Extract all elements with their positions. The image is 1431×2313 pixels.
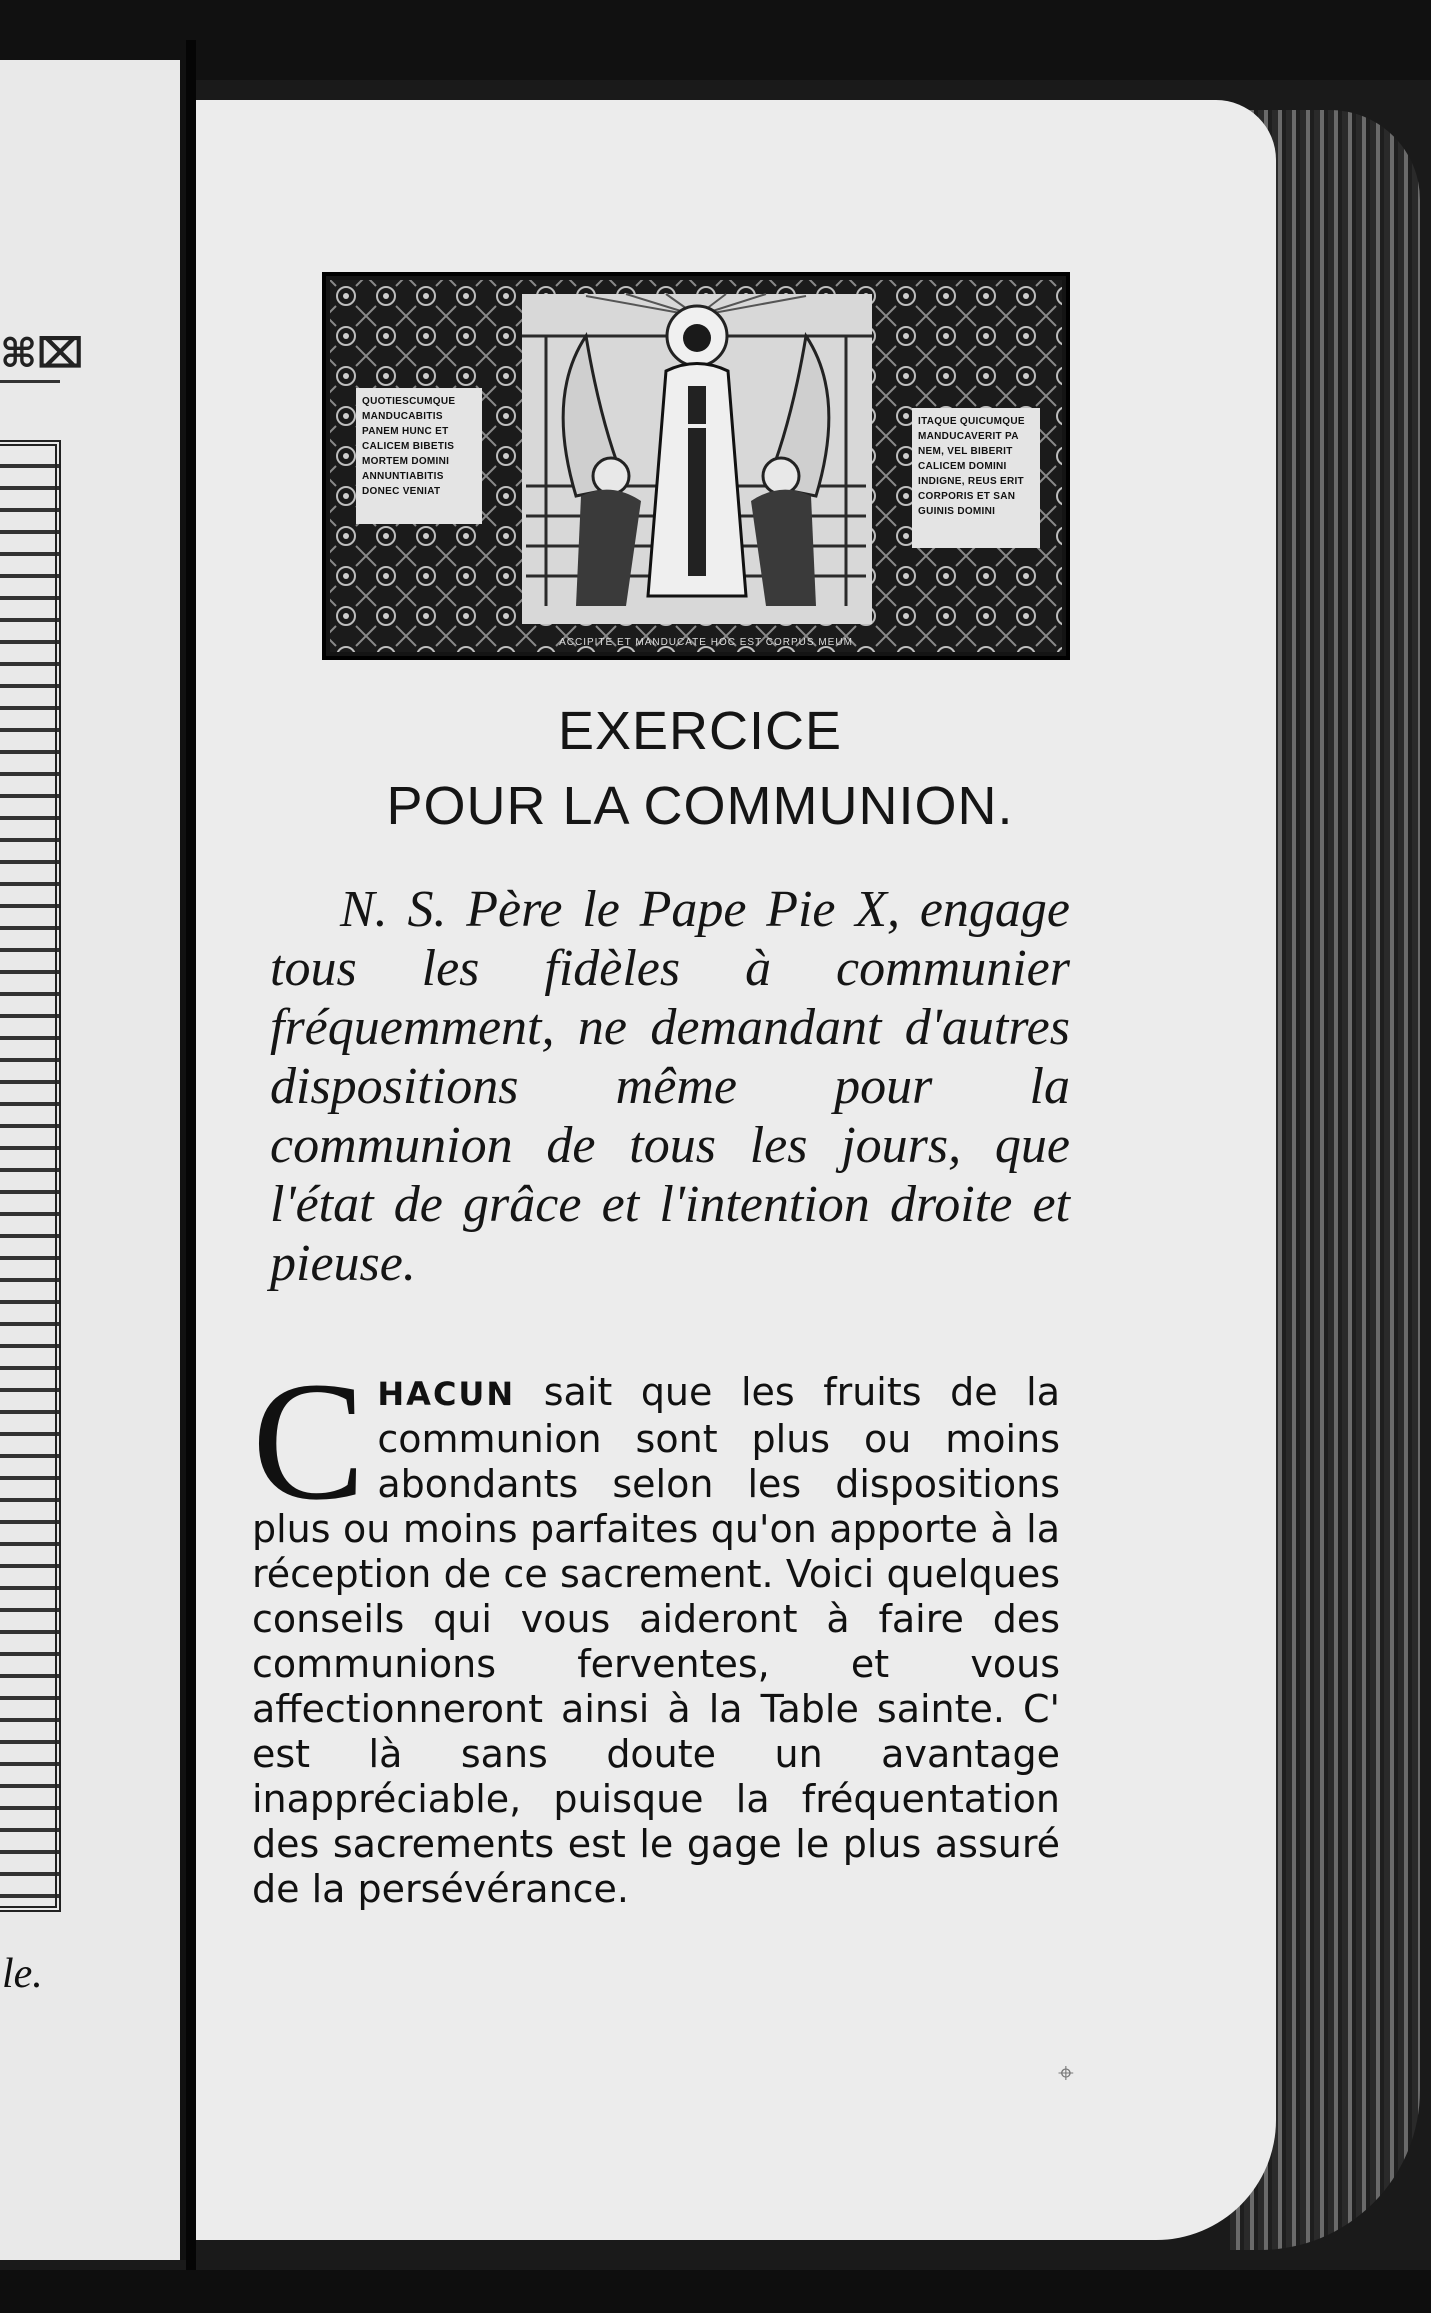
drop-cap: C	[252, 1347, 366, 1535]
page-title-line-1: EXERCICE	[557, 701, 843, 761]
body-text: sait que les fruits de la communion sont plus ou moins abondants selon les dispositions plus ou moins parfaites qu'on apporte à la réception de ce sacrement. Voici quelques conseils qui vous aideront à faire des communions ferventes, et vous affectionneront ainsi à la Table sainte. C' est là sans doute un avantage inappréciable, puisque la fréquentation des sacrements est le gage le plus assuré de la persévérance.	[252, 1370, 1060, 1911]
latin-inscription-left: QUOTIESCUMQUE MANDUCABITIS PANEM HUNC ET CALICEM BIBETIS MORTEM DOMINI ANNUNTIABITIS DONEC VENIAT	[356, 388, 482, 524]
plate-caption: ACCIPITE ET MANDUCATE HOC EST CORPUS MEUM	[559, 637, 853, 648]
page-title-line-2: POUR LA COMMUNION.	[386, 776, 1014, 836]
left-border-frame	[0, 440, 61, 1912]
crosshair-mark: ⌖	[1058, 2058, 1074, 2089]
scan-bottom-border	[0, 2270, 1431, 2313]
latin-inscription-right: ITAQUE QUICUMQUE MANDUCAVERIT PA NEM, VEL BIBERIT CALICEM DOMINI INDIGNE, REUS ERIT CORPORIS ET SAN GUINIS DOMINI	[912, 408, 1040, 548]
intro-paragraph: N. S. Père le Pape Pie X, engage tous les fidèles à communier fréquemment, ne demandant d'autres dispositions même pour la communion de tous les jours, que l'état de grâce et l'intention droite et pieuse.	[270, 881, 1070, 1292]
scan-top-border	[0, 0, 1431, 80]
left-page	[0, 60, 186, 2260]
left-rule	[0, 380, 60, 383]
lead-word: HACUN	[377, 1375, 516, 1413]
body-paragraph	[252, 1347, 1060, 1912]
communion-illustration	[322, 272, 1070, 660]
left-ornament: ⌘⌧	[0, 331, 84, 376]
left-page-fragment: le.	[2, 1951, 43, 1997]
book-gutter	[186, 40, 196, 2290]
